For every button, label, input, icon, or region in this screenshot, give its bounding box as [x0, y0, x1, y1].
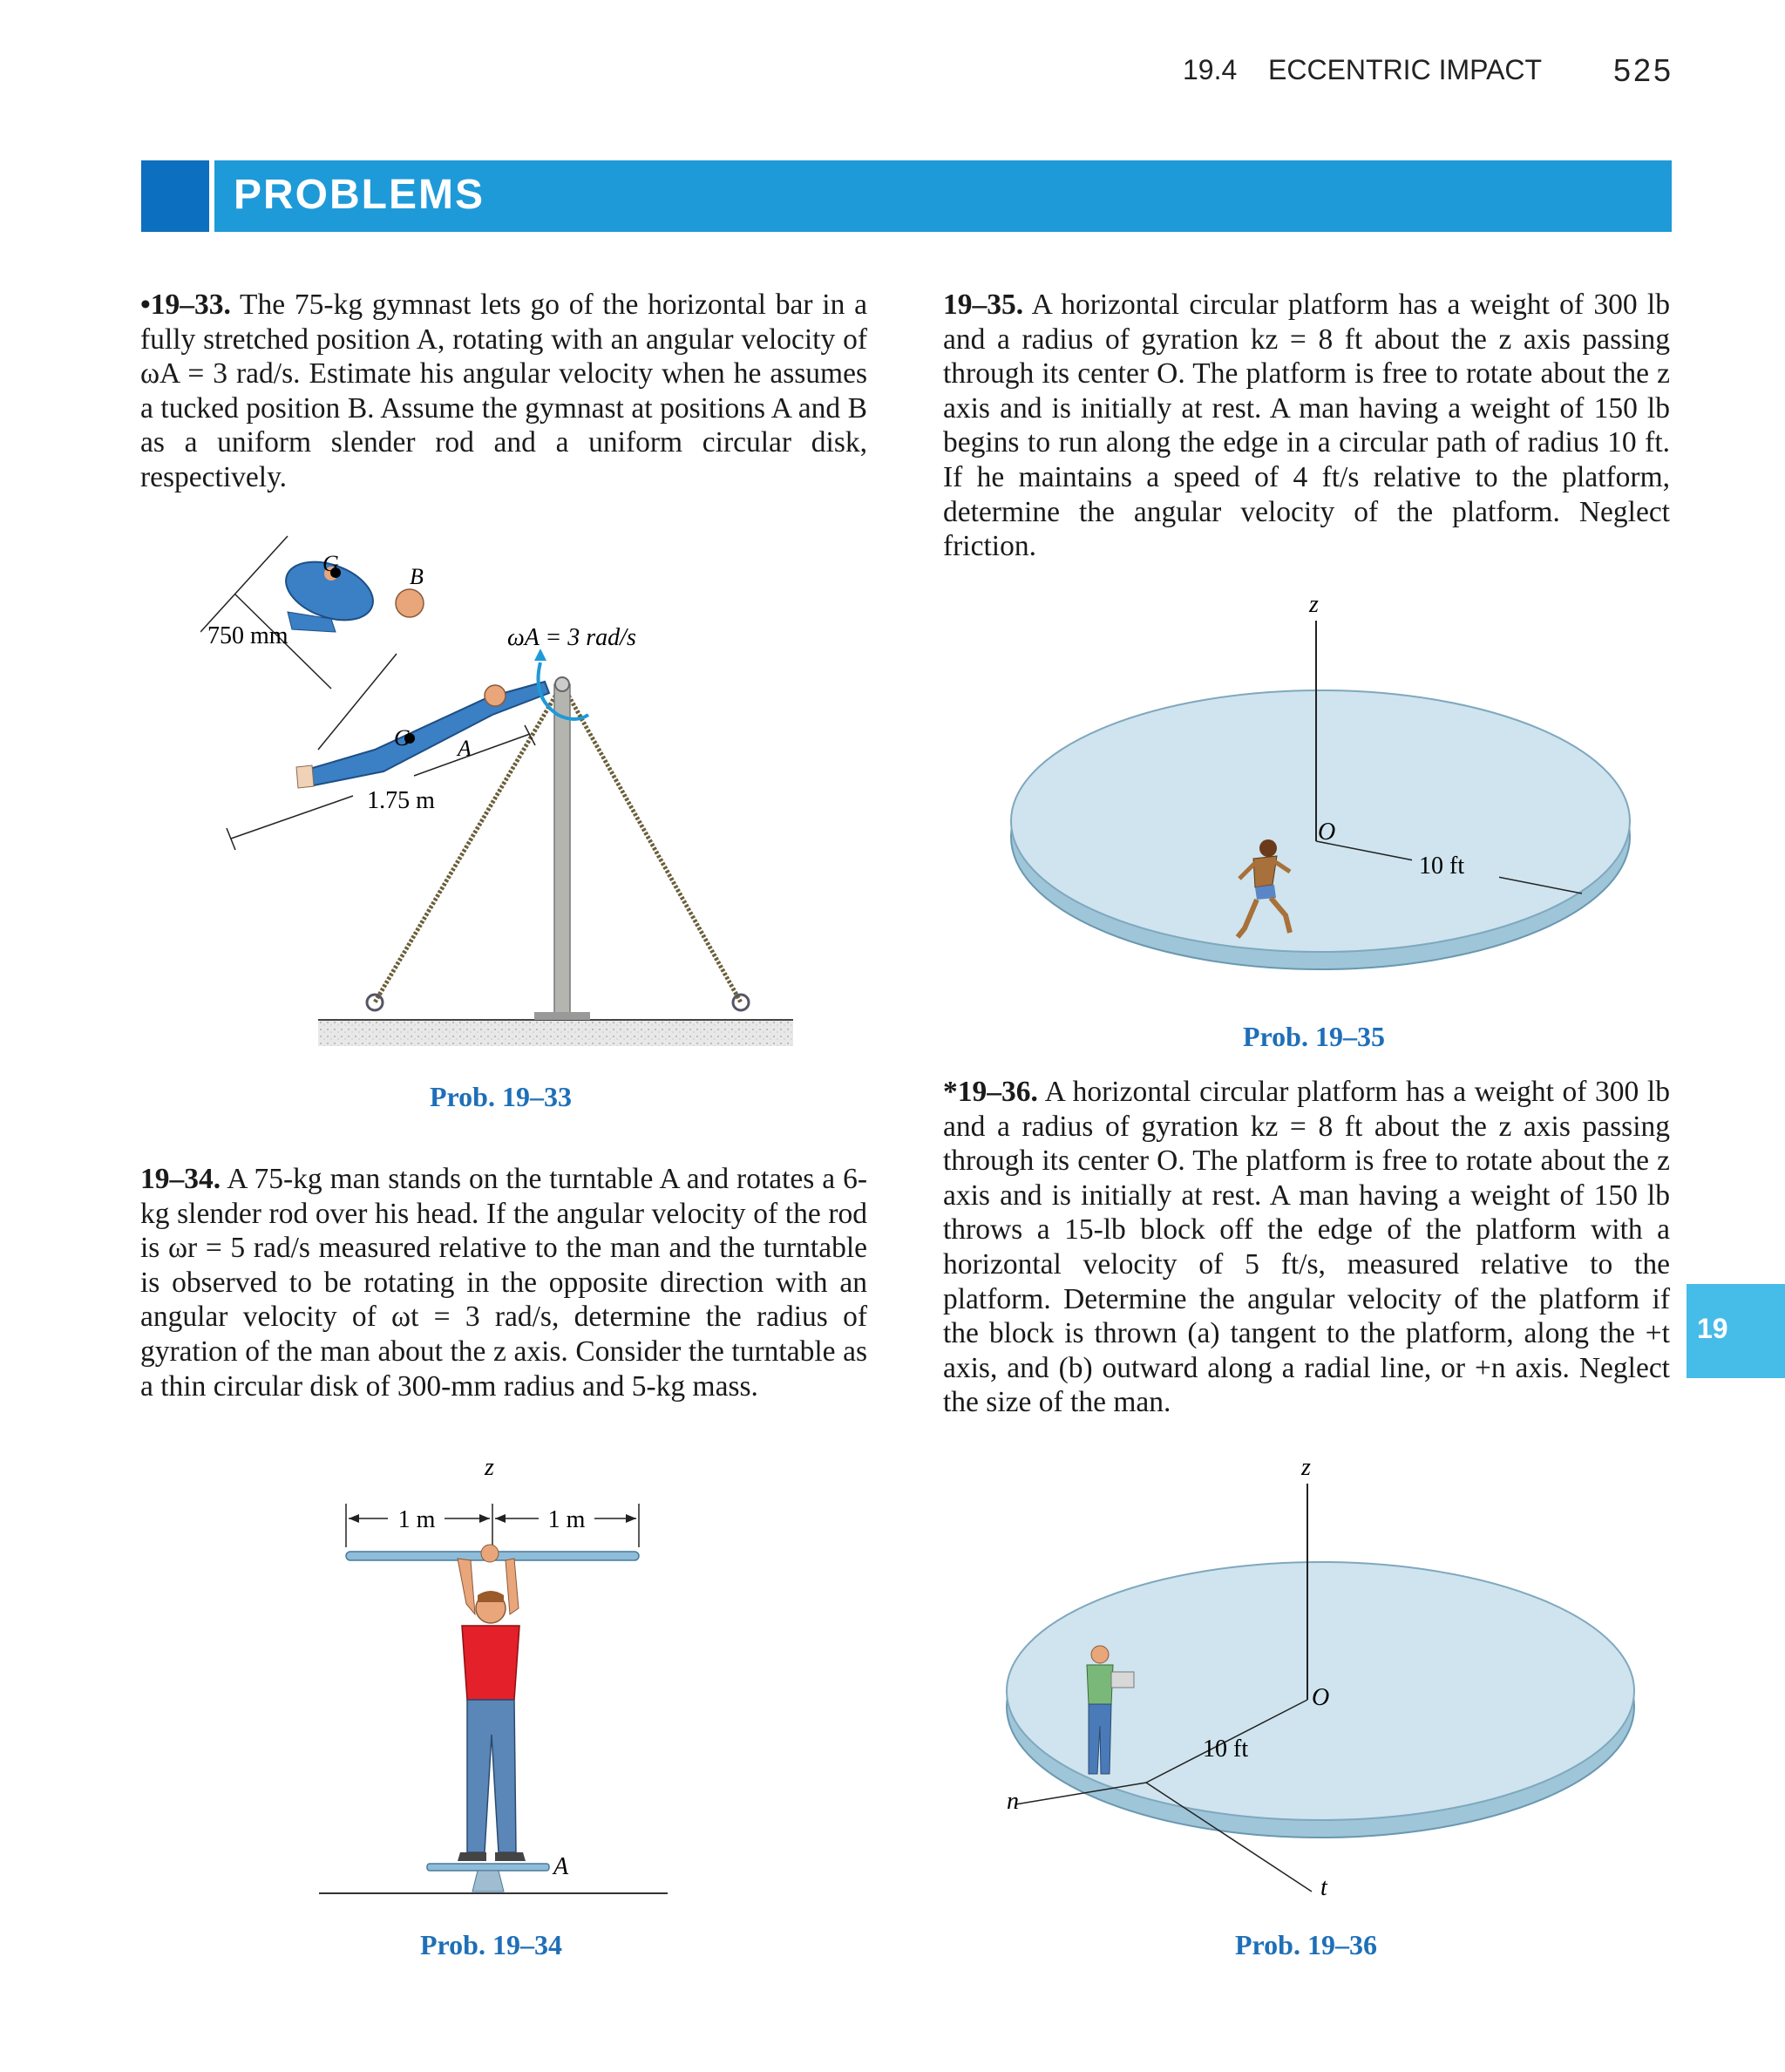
figure-19-33	[200, 532, 811, 1063]
section-number: 19.4	[1183, 54, 1238, 85]
caption-19-33: Prob. 19–33	[430, 1081, 572, 1112]
problem-19-35	[943, 288, 1670, 564]
banner-accent	[141, 160, 209, 232]
chapter-tab-label: 19	[1697, 1313, 1728, 1344]
turntable	[427, 1864, 549, 1871]
figure-19-36	[989, 1447, 1652, 1909]
ground	[318, 1020, 793, 1046]
problem-text: A horizontal circular platform has a weight of 300 lb and a radius of gyration kz = 8 ft about the z axis passing through its center O. The platform is free to rotate about the z axis and is initially at rest. A man having a weight of 150 lb throws a 15-lb block off the edge of the platform with a horizontal velocity of 5 ft/s, measured relative to the platform. Determine the angular velocity of the platform if the block is thrown (a) tangent to the platform, along the +t axis, and (b) outward along a radial line, or +n axis. Neglect the size of the man.	[943, 1076, 1670, 1419]
problem-19-33	[140, 288, 867, 495]
radius-label: 10 ft	[1203, 1736, 1249, 1763]
figure-19-35	[994, 584, 1647, 1011]
caption-19-34: Prob. 19–34	[420, 1929, 562, 1960]
problem-number: *19–36.	[943, 1076, 1038, 1108]
caption-19-36: Prob. 19–36	[1235, 1929, 1377, 1960]
problem-text: The 75-kg gymnast lets go of the horizontal bar in a fully stretched position A, rotating with an angular velocity of ωA = 3 rad/s. Estimate his angular velocity when he assumes a tucked position B. Assume the gymnast at positions A and B as a uniform slender rod and a uniform circular disk, respectively.	[140, 289, 867, 493]
label-o: O	[1318, 819, 1336, 846]
z-label: z	[1309, 591, 1319, 618]
label-n: n	[1007, 1788, 1019, 1815]
problem-number: 19–35.	[943, 289, 1024, 321]
label-a: A	[458, 736, 472, 761]
z-label: z	[1301, 1454, 1311, 1481]
problem-number: •19–33.	[140, 289, 231, 321]
label-b: B	[410, 564, 424, 589]
problem-number: 19–34.	[140, 1163, 221, 1195]
label-o: O	[1312, 1684, 1330, 1711]
cable-right	[562, 684, 741, 1002]
dim-left: 1 m	[397, 1506, 436, 1533]
block	[1111, 1672, 1134, 1688]
caption-19-35: Prob. 19–35	[1243, 1021, 1385, 1052]
dim-tucked: 750 mm	[207, 622, 288, 649]
problem-text: A horizontal circular platform has a weight of 300 lb and a radius of gyration kz = 8 ft about the z axis passing through its center O. The platform is free to rotate about the z axis and is initially at rest. A man having a weight of 150 lb begins to run along the edge in a circular path of radius 10 ft. If he maintains a speed of 4 ft/s relative to the platform, determine the angular velocity of the platform. Neglect friction.	[943, 289, 1670, 563]
dim-right: 1 m	[547, 1506, 586, 1533]
page-number: 525	[1613, 52, 1674, 88]
gymnast-tucked	[278, 551, 424, 632]
figure-19-34	[314, 1456, 680, 1909]
problem-19-36	[943, 1075, 1670, 1420]
omega-label: ωA = 3 rad/s	[507, 624, 636, 651]
label-g-b: G	[322, 551, 339, 576]
turntable-base	[472, 1871, 504, 1892]
post	[554, 684, 570, 1017]
problem-text: A 75-kg man stands on the turntable A and rotates a 6-kg slender rod over his head. If the angular velocity of the rod is ωr = 5 rad/s measured relative to the man and the turntable is observed to be rotating in the opposite direction with an angular velocity of ωt = 3 rad/s, determine the radius of gyration of the man about the z axis. Consider the turntable as a thin circular disk of 300-mm radius and 5-kg mass.	[140, 1163, 867, 1403]
banner-divider	[209, 160, 214, 232]
label-g-a: G	[394, 725, 411, 751]
banner-title: PROBLEMS	[234, 172, 485, 218]
radius-label: 10 ft	[1419, 853, 1465, 880]
section-title: ECCENTRIC IMPACT	[1268, 54, 1543, 85]
post-base	[534, 1012, 590, 1020]
problem-19-34	[140, 1162, 867, 1403]
z-label: z	[485, 1456, 494, 1481]
label-a: A	[553, 1853, 569, 1880]
label-t: t	[1320, 1874, 1327, 1901]
bar-end	[555, 677, 569, 691]
dim-stretched: 1.75 m	[367, 787, 435, 814]
man-figure	[458, 1545, 526, 1861]
